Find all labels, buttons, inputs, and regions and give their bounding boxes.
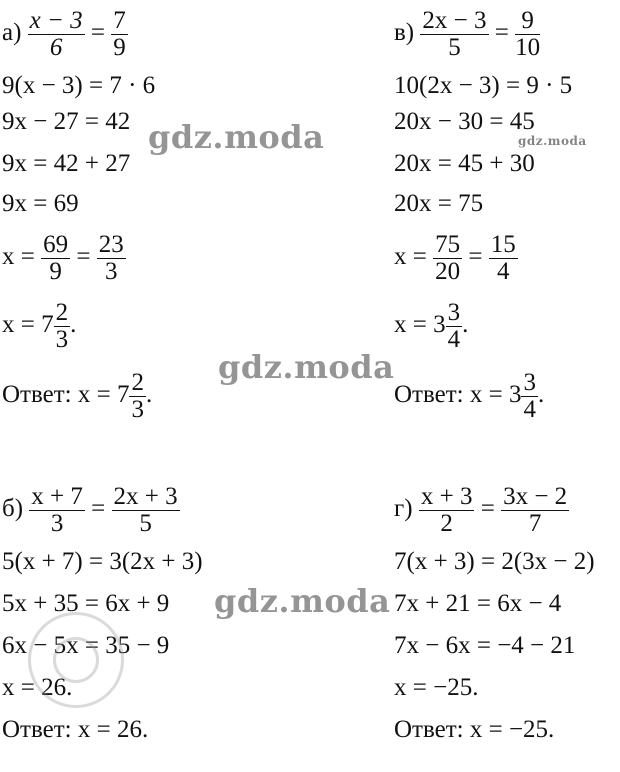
problem-a-equation: а) $\frac{x - 3}{6}$ = $\frac{7}{9}$ [2, 7, 126, 61]
problem-b-label: б) [2, 495, 24, 523]
watermark: gdz.moda [518, 134, 587, 148]
problem-v-step: 20x = 75 [394, 190, 484, 217]
watermark: gdz.moda [218, 348, 395, 386]
problem-b-step: 5(x + 7) = 3(2x + 3) [2, 548, 203, 575]
problem-v-equation: в) $\frac{2x - 3}{5}$ = $\frac{9}{10}$ [394, 7, 541, 61]
problem-g-label: г) [394, 495, 413, 523]
problem-v-step: 10(2x − 3) = 9 · 5 [394, 72, 573, 99]
problem-b-step: x = 26. [2, 674, 73, 701]
problem-b-step: 5x + 35 = 6x + 9 [2, 590, 170, 617]
problem-a-step: 9x − 27 = 42 [2, 108, 131, 135]
problem-v-step: x = 3 $\frac{3}{4}$ . [394, 299, 469, 353]
watermark: gdz.moda [148, 118, 325, 156]
problem-g-answer: Ответ: x = −25. [394, 716, 555, 743]
problem-a-step: x = $\frac{69}{9}$ = $\frac{23}{3}$ [2, 231, 124, 285]
problem-g-step: 7x + 21 = 6x − 4 [394, 590, 562, 617]
problem-v-step: x = $\frac{75}{20}$ = $\frac{15}{4}$ [394, 231, 516, 285]
problem-v-answer: Ответ: x = 3 $\frac{3}{4}$ . [394, 369, 545, 423]
problem-a-step: x = 7 $\frac{2}{3}$ . [2, 299, 77, 353]
problem-b-equation: б) $\frac{x + 7}{3}$ = $\frac{2x + 3}{5}$ [2, 483, 178, 537]
problem-g-step: x = −25. [394, 674, 479, 701]
problem-g-step: 7(x + 3) = 2(3x − 2) [394, 548, 595, 575]
problem-a-step: 9(x − 3) = 7 · 6 [2, 72, 156, 99]
problem-v-label: в) [394, 19, 415, 47]
problem-v-step: 20x = 45 + 30 [394, 150, 535, 177]
watermark: gdz.moda [214, 582, 391, 620]
problem-a-label: а) [2, 19, 22, 47]
problem-g-step: 7x − 6x = −4 − 21 [394, 632, 576, 659]
problem-a-step: 9x = 69 [2, 190, 79, 217]
problem-b-answer: Ответ: x = 26. [2, 716, 149, 743]
problem-a-step: 9x = 42 + 27 [2, 150, 131, 177]
problem-b-step: 6x − 5x = 35 − 9 [2, 632, 170, 659]
problem-a-answer: Ответ: x = 7 $\frac{2}{3}$ . [2, 369, 153, 423]
copyright-watermark-icon [28, 612, 124, 708]
problem-g-equation: г) $\frac{x + 3}{2}$ = $\frac{3x - 2}{7}$ [394, 483, 568, 537]
problem-v-step: 20x − 30 = 45 [394, 108, 535, 135]
